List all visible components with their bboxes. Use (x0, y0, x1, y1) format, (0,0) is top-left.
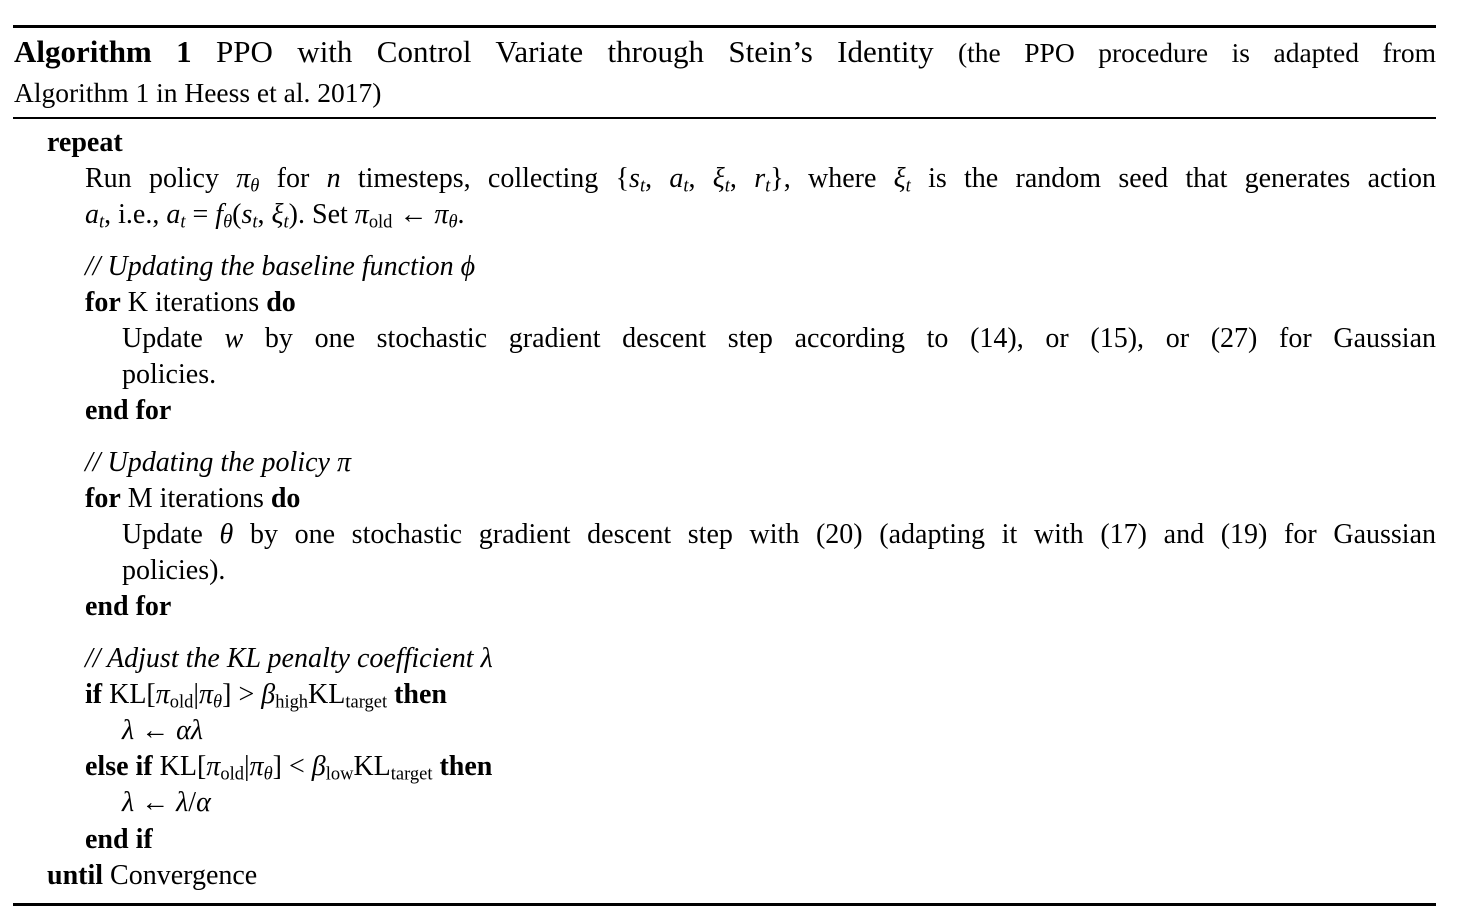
text-segment: KL[ (102, 678, 156, 710)
text-segment: K iterations (120, 286, 267, 318)
text-segment: π (236, 163, 251, 195)
text-segment: ξ (712, 163, 725, 195)
caption-line-2 (14, 72, 1436, 112)
text-segment: end if (85, 823, 153, 855)
text-segment: θ (263, 763, 273, 784)
text-segment: β (311, 751, 326, 783)
text-segment: Update (122, 323, 225, 355)
text-segment: t (724, 175, 730, 196)
line-for-k (13, 285, 1436, 321)
text-segment: ← (392, 199, 435, 231)
text-segment: π (434, 199, 449, 231)
caption-line-1 (14, 32, 1436, 72)
text-segment: is the random seed that generates action (910, 163, 1437, 195)
text-segment: target (390, 763, 433, 784)
text-segment: | (193, 678, 200, 710)
text-segment: KL (353, 751, 391, 783)
text-segment: }, where (770, 163, 894, 195)
text-segment: then (394, 678, 447, 710)
text-segment: t (905, 175, 911, 196)
text-segment: ] > (222, 678, 262, 710)
text-segment: t (252, 211, 258, 232)
algorithm-body (13, 119, 1436, 903)
text-segment: π (206, 751, 221, 783)
text-segment: old (220, 763, 244, 784)
line-else-if-kl-low (13, 749, 1436, 785)
line-repeat (13, 125, 1436, 161)
text-segment: , (645, 163, 670, 195)
text-segment: else if (85, 751, 153, 783)
text-segment: Algorithm 1 in Heess et al. 2017) (14, 77, 382, 108)
text-segment: ← (134, 715, 177, 747)
text-segment: old (169, 691, 194, 712)
line-lambda-increase (13, 713, 1436, 749)
text-segment: policies. (122, 359, 217, 391)
text-segment: . (457, 199, 465, 231)
text-segment: n (326, 163, 341, 195)
text-segment: ξ (271, 199, 284, 231)
line-end-for-m (13, 589, 1436, 625)
text-segment: , i.e., (104, 199, 167, 231)
line-if-kl-high (13, 677, 1436, 713)
text-segment: λ (190, 715, 203, 747)
text-segment: w (224, 323, 244, 355)
text-segment: r (754, 163, 766, 195)
text-segment: by one stochastic gradient descent step with (20) (adapting it with (17) and (19) for Gaussian (233, 519, 1436, 551)
text-segment: if (85, 678, 103, 710)
text-segment: β (261, 678, 276, 710)
text-segment: target (345, 691, 388, 712)
text-segment: // Adjust the KL penalty coefficient λ (85, 642, 493, 674)
text-segment: | (243, 751, 250, 783)
text-segment: end for (85, 591, 172, 623)
text-segment: // Updating the policy π (85, 446, 351, 478)
text-segment: λ (122, 715, 135, 747)
text-segment: t (765, 175, 771, 196)
line-set-pi-old (13, 197, 1436, 233)
text-segment: // Updating the baseline function ϕ (85, 250, 476, 282)
text-segment: old (368, 211, 393, 232)
text-segment: θ (223, 211, 233, 232)
text-segment: a (166, 199, 181, 231)
text-segment: then (439, 751, 493, 783)
line-end-for-k (13, 393, 1436, 429)
line-end-if (13, 822, 1436, 858)
line-comment-kl (13, 641, 1436, 677)
line-comment-policy (13, 445, 1436, 481)
line-update-w-cont (13, 357, 1436, 393)
text-segment: Algorithm 1 (14, 34, 192, 69)
text-segment: π (155, 678, 170, 710)
text-segment: for (85, 286, 121, 318)
text-segment: for (259, 163, 327, 195)
algorithm-box (13, 25, 1436, 906)
text-segment: KL[ (152, 751, 207, 783)
line-lambda-decrease (13, 785, 1436, 821)
text-segment: s (629, 163, 640, 195)
bottom-rule (13, 903, 1436, 906)
text-segment: for (85, 482, 121, 514)
text-segment: α (196, 787, 211, 819)
text-segment: π (199, 678, 214, 710)
line-for-m (13, 481, 1436, 517)
text-segment: λ (122, 787, 135, 819)
text-segment: t (99, 211, 105, 232)
text-segment: , (257, 199, 272, 231)
text-segment: t (283, 211, 289, 232)
text-segment: a (669, 163, 684, 195)
text-segment: ← (134, 787, 177, 819)
text-segment: ξ (893, 163, 906, 195)
text-segment: θ (219, 519, 234, 551)
text-segment: do (270, 482, 301, 514)
text-segment: t (639, 175, 646, 196)
line-update-theta (13, 517, 1436, 553)
text-segment: a (85, 199, 99, 231)
text-segment: / (188, 787, 197, 819)
text-segment: end for (85, 395, 172, 427)
text-segment: λ (176, 787, 189, 819)
text-segment: repeat (47, 127, 123, 158)
text-segment: π (354, 199, 369, 231)
line-comment-baseline (13, 249, 1436, 285)
text-segment: s (241, 199, 253, 231)
text-segment: ). Set (288, 199, 355, 231)
text-segment: PPO with Control Variate through Stein’s Identity (191, 34, 958, 69)
text-segment: Update (122, 519, 220, 551)
text-segment: high (275, 691, 309, 712)
text-segment: ] < (272, 751, 312, 783)
text-segment: Convergence (103, 859, 258, 891)
text-segment: α (176, 715, 191, 747)
text-segment: θ (250, 175, 260, 196)
text-segment: θ (448, 211, 458, 232)
text-segment: , (729, 163, 755, 195)
text-segment: π (249, 751, 264, 783)
text-segment: (the PPO procedure is adapted from (957, 37, 1436, 68)
line-update-theta-cont (13, 553, 1436, 589)
text-segment: t (180, 211, 186, 232)
text-segment: M iterations (120, 482, 271, 514)
line-update-w (13, 321, 1436, 357)
algorithm-caption (13, 28, 1436, 117)
line-until (13, 858, 1436, 894)
text-segment: t (683, 175, 689, 196)
text-segment: until (47, 859, 104, 891)
text-segment: do (266, 286, 296, 318)
text-segment: by one stochastic gradient descent step according to (14), or (15), or (27) for Gaussian (243, 323, 1436, 355)
text-segment: = (185, 199, 216, 231)
text-segment: timesteps, collecting (340, 163, 616, 195)
text-segment: Run policy (85, 163, 237, 195)
text-segment: low (325, 763, 354, 784)
text-segment: f (215, 199, 224, 231)
text-segment: ( (232, 199, 242, 231)
text-segment: policies). (122, 555, 226, 587)
line-run-policy (13, 161, 1436, 197)
text-segment: KL (308, 678, 346, 710)
text-segment: { (615, 163, 630, 195)
text-segment: , (688, 163, 713, 195)
text-segment: θ (213, 691, 223, 712)
